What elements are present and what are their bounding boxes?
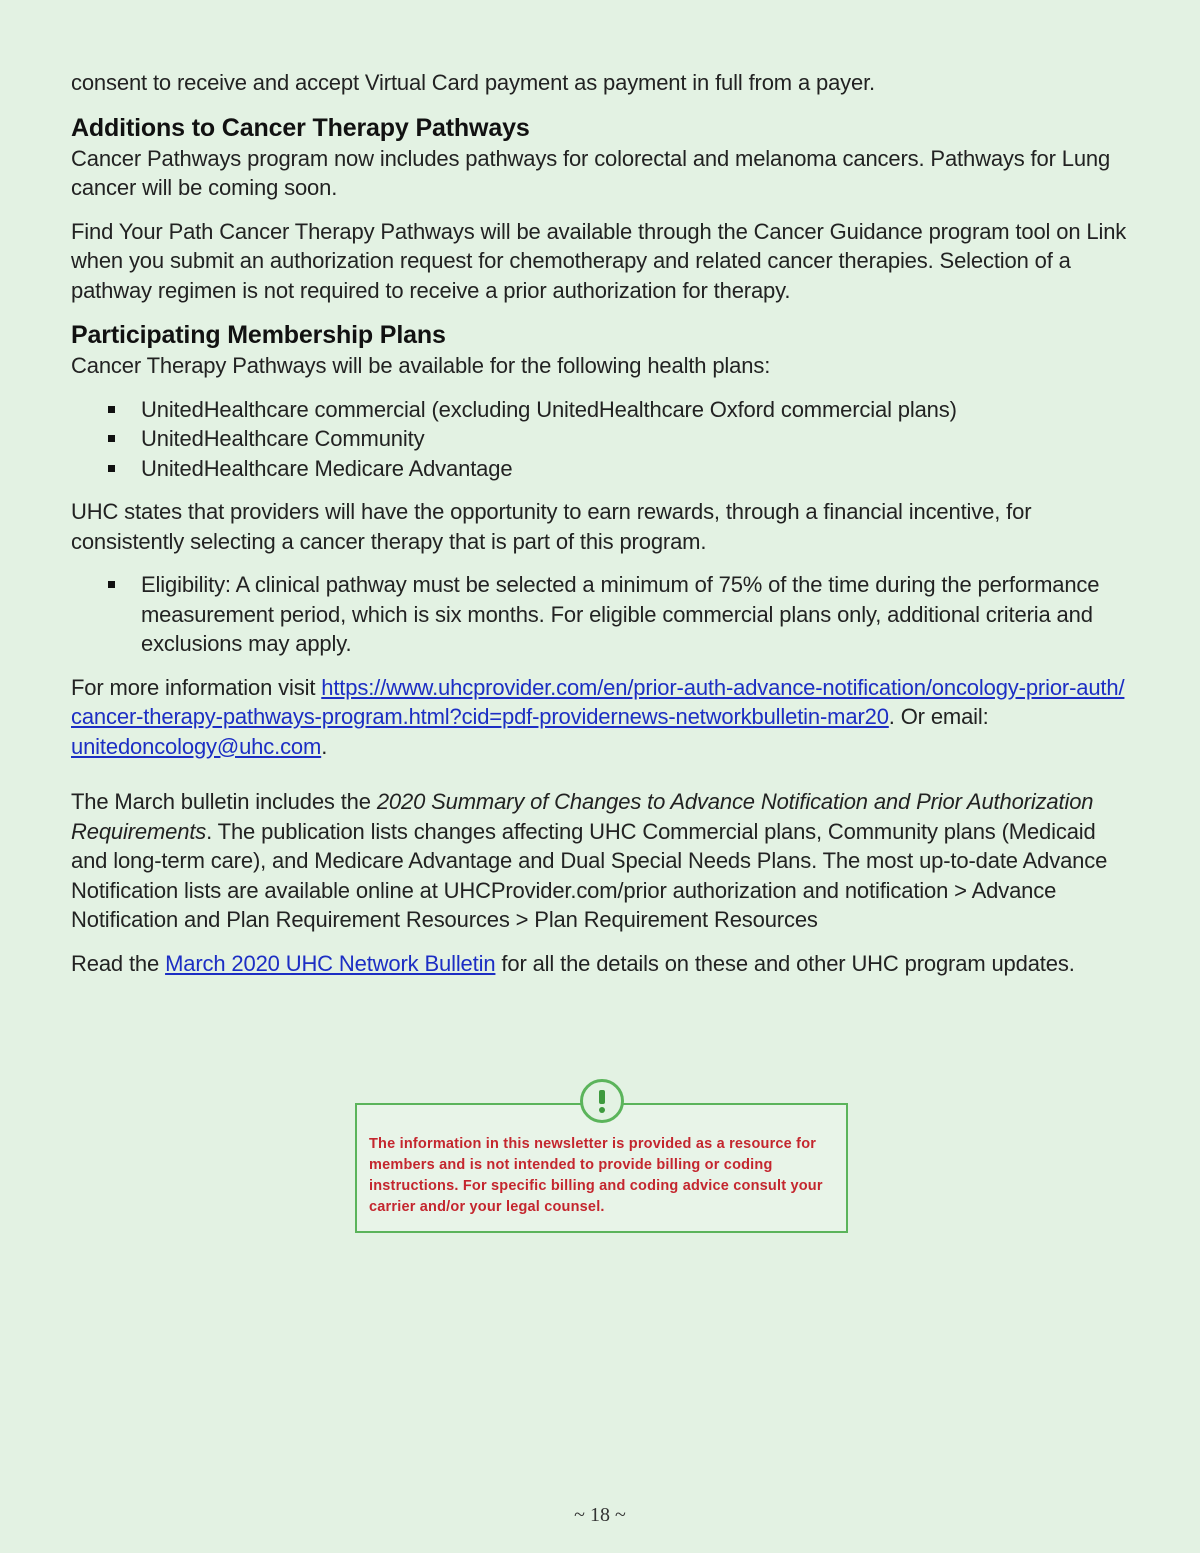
intro-line: consent to receive and accept Virtual Card payment as payment in full from a payer. (71, 70, 876, 95)
more-info-paragraph: For more information visit https://www.uhcprovider.com/en/prior-auth-advance-notification/oncology-prior-auth/cancer-therapy-pathways-program.html?cid=pdf-providernews-networkbulletin-mar20. Or email: unitedoncology@uhc.com. (71, 674, 1125, 759)
eligibility-text: Eligibility: A clinical pathway must be selected a minimum of 75% of the time during the performance measurement period, which is six months. For eligible commercial plans only, additional criteria and exclusions may apply. (141, 572, 1100, 656)
plans-list (71, 395, 1131, 484)
read-more-paragraph: Read the March 2020 UHC Network Bulletin for all the details on these and other UHC program updates. (71, 950, 1075, 976)
disclaimer-box (355, 1103, 848, 1233)
page-number: ~ 18 ~ (574, 1504, 626, 1526)
heading-additions: Additions to Cancer Therapy Pathways (71, 113, 530, 142)
page-content (71, 68, 1131, 992)
summary-title: 2020 Summary of Changes to Advance Notification and Prior Authorization Requirements (71, 789, 1094, 844)
list-item: UnitedHealthcare Community (71, 424, 1131, 454)
plans-intro: Cancer Therapy Pathways will be available for the following health plans: (71, 353, 771, 378)
rewards-paragraph: UHC states that providers will have the opportunity to earn rewards, through a financial incentive, for consistently selecting a cancer therapy that is part of this program. (71, 499, 1032, 554)
bullet-square-icon (108, 581, 115, 588)
bullet-square-icon (108, 406, 115, 413)
march-bulletin-paragraph: The March bulletin includes the 2020 Summary of Changes to Advance Notification and Prior Authorization Requirements. The publication lists changes affecting UHC Commercial plans, Community plans (Medicaid and long-term care), and Medicare Advantage and Dual Special Needs Plans. The most up-to-date Advance Notification lists are available online at UHCProvider.com/prior authorization and notification > Advance Notification and Plan Requirement Resources > Plan Requirement Resources (71, 789, 1108, 932)
disclaimer-text: The information in this newsletter is provided as a resource for members and is not intended to provide billing or coding instructions. For specific billing and coding advice consult your carrier and/or your legal counsel. (369, 1136, 823, 1215)
exclamation-circle-icon (580, 1079, 624, 1123)
bullet-square-icon (108, 435, 115, 442)
heading-plans: Participating Membership Plans (71, 321, 446, 349)
eligibility-list (71, 570, 1131, 659)
list-item (71, 570, 1131, 659)
additions-paragraph-1: Cancer Pathways program now includes pathways for colorectal and melanoma cancers. Pathways for Lung cancer will be coming soon. (71, 145, 1111, 200)
program-link[interactable]: https://www.uhcprovider.com/en/prior-auth-advance-notification/oncology-prior-auth/cancer-therapy-pathways-program.html?cid=pdf-providernews-networkbulletin-mar20 (71, 674, 1125, 729)
list-item: UnitedHealthcare commercial (excluding UnitedHealthcare Oxford commercial plans) (71, 395, 1131, 425)
network-bulletin-link[interactable]: March 2020 UHC Network Bulletin (165, 950, 496, 976)
bullet-square-icon (108, 465, 115, 472)
list-item: UnitedHealthcare Medicare Advantage (71, 454, 1131, 484)
additions-paragraph-2: Find Your Path Cancer Therapy Pathways will be available through the Cancer Guidance program tool on Link when you submit an authorization request for chemotherapy and related cancer therapies. Selection of a pathway regimen is not required to receive a prior authorization for therapy. (71, 218, 1127, 303)
email-link[interactable]: unitedoncology@uhc.com (71, 733, 322, 759)
